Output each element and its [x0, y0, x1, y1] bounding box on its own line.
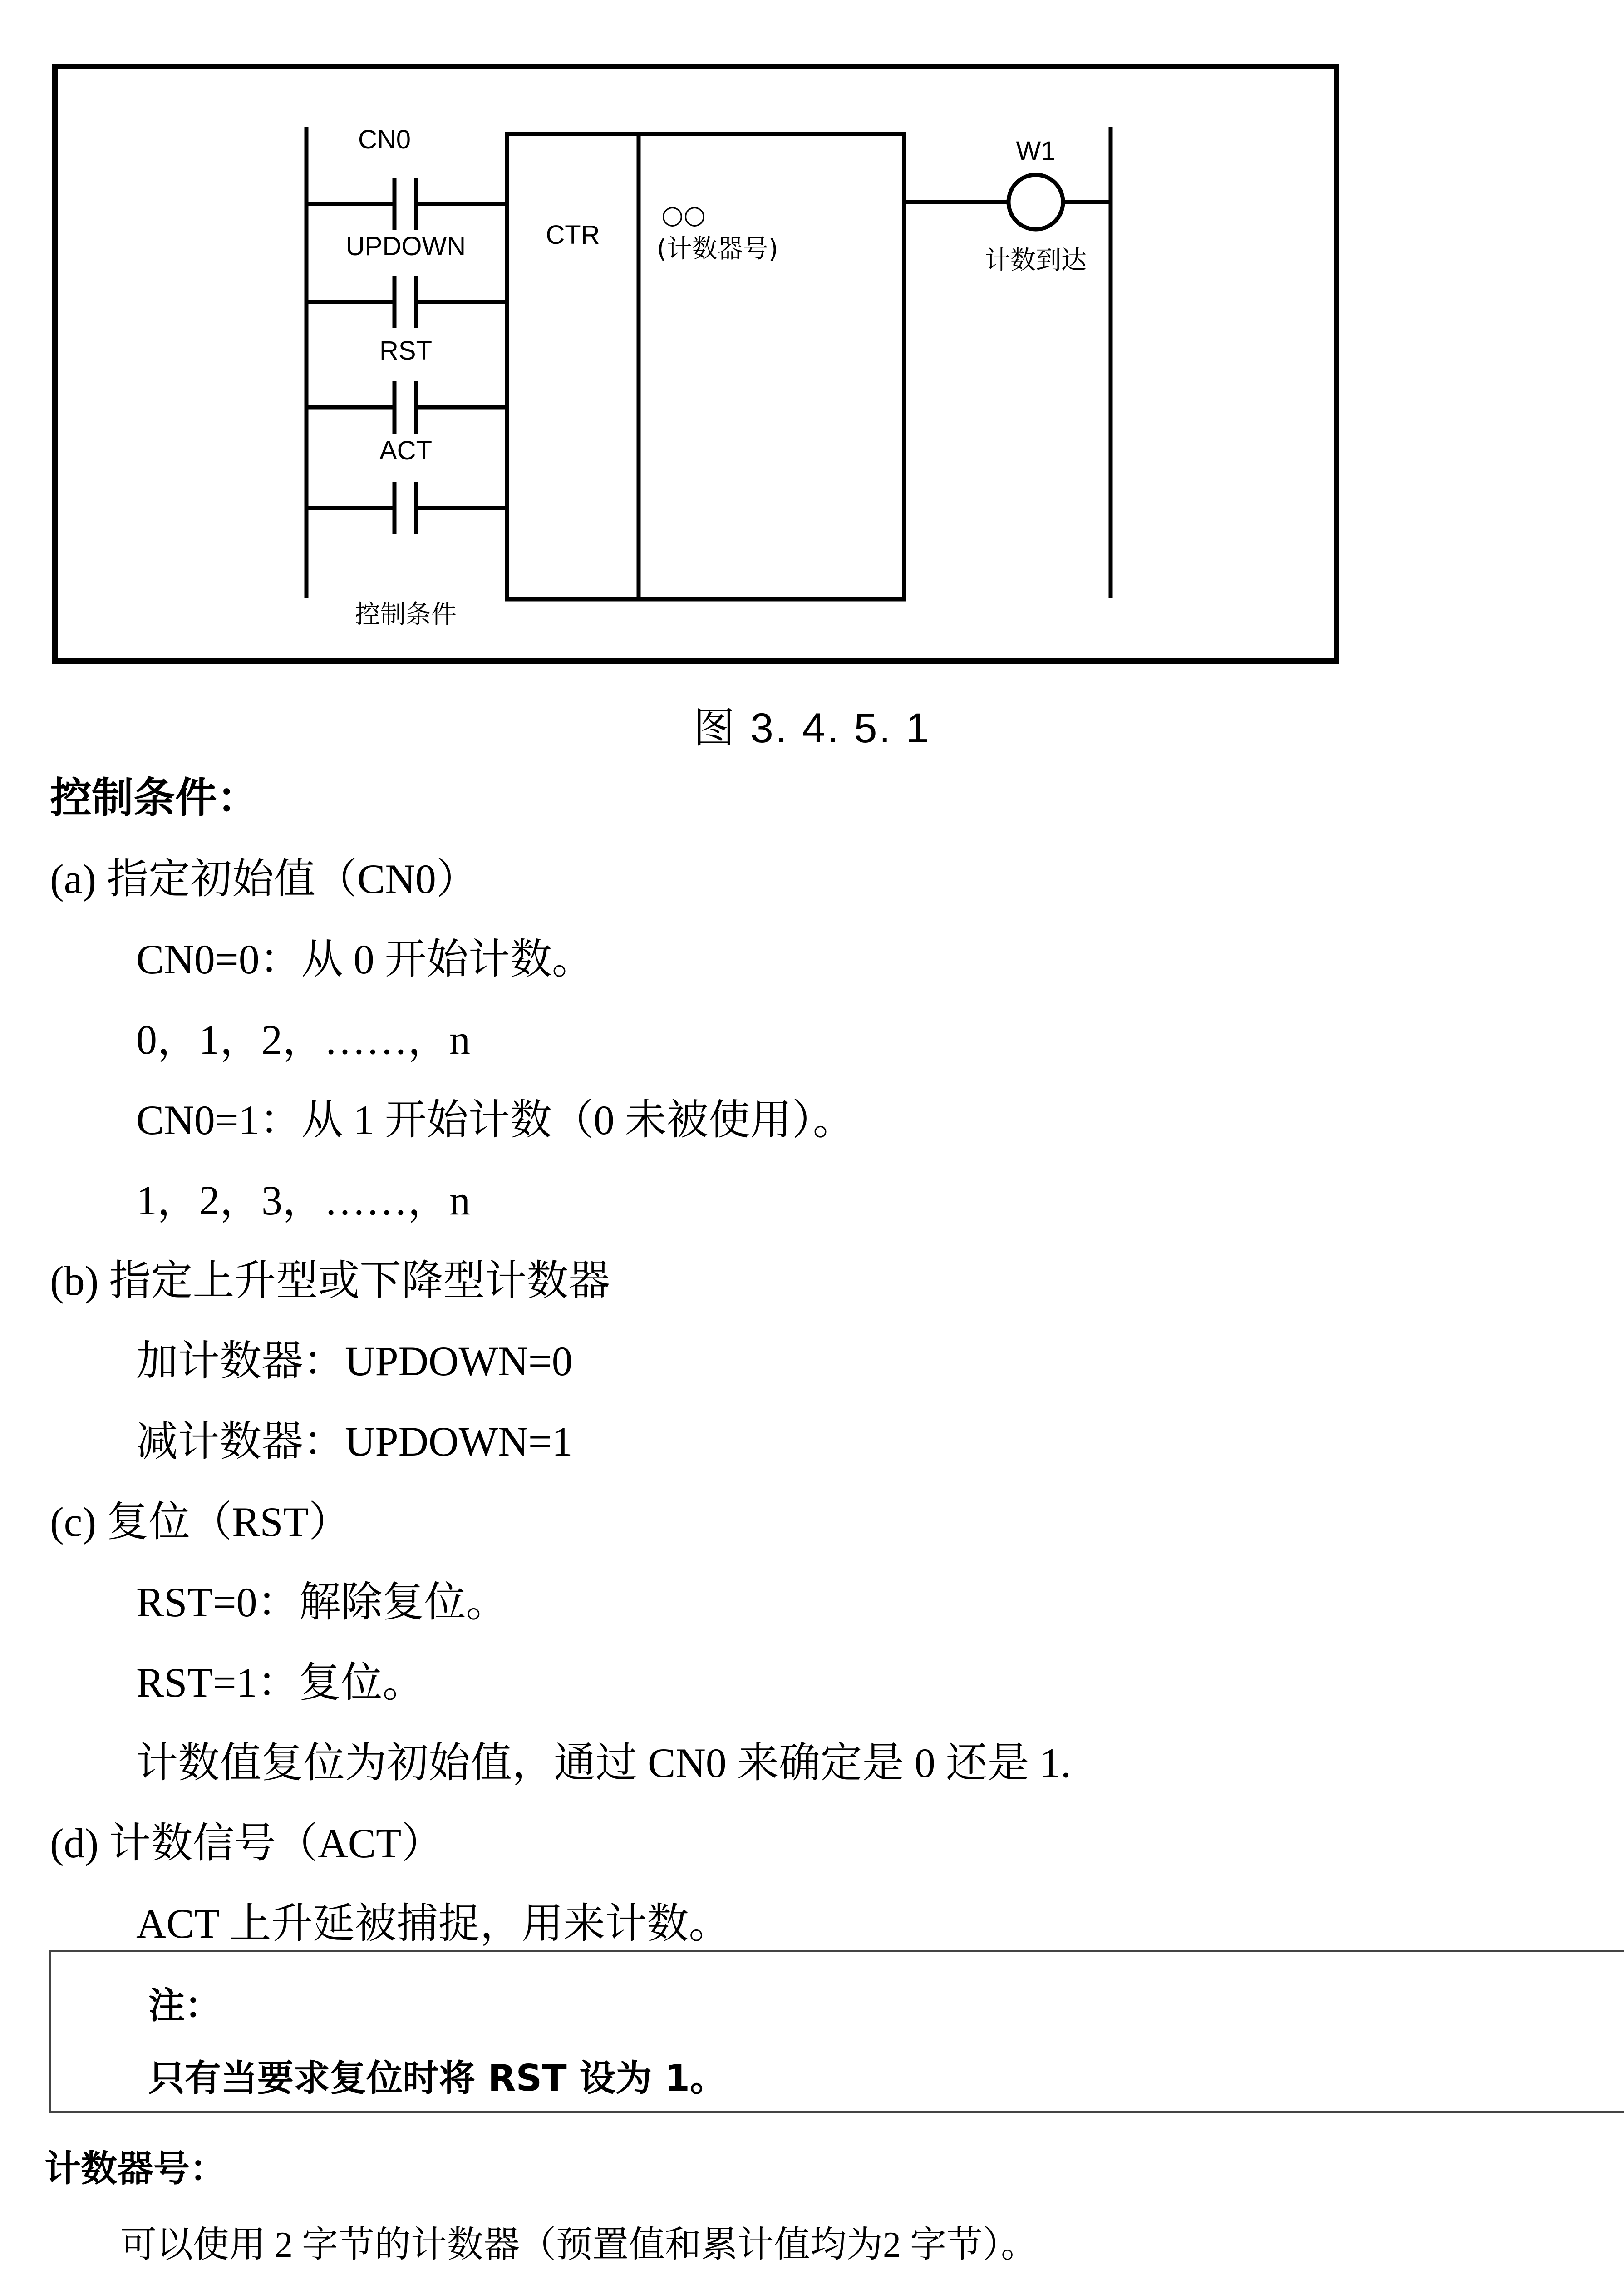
counter-heading: 计数器号：: [44, 2147, 226, 2190]
label-cn0: CN0: [358, 125, 411, 154]
note-title: 注：: [148, 1984, 221, 2027]
section-a-line: CN0=0：从 0 开始计数。: [136, 936, 594, 982]
contact-updown: [306, 276, 507, 328]
contact-cn0: [306, 178, 507, 230]
coil-w1: [1009, 175, 1063, 229]
label-updown: UPDOWN: [345, 232, 466, 261]
control-heading: 控制条件：: [50, 774, 259, 822]
section-b-title: (b) 指定上升型或下降型计数器: [50, 1258, 610, 1304]
ladder-svg: [58, 69, 1344, 669]
section-b-line: 减计数器：UPDOWN=1: [136, 1418, 573, 1465]
figure-caption: 图 3. 4. 5. 1: [693, 705, 931, 751]
section-d-line: ACT 上升延被捕捉，用来计数。: [136, 1900, 731, 1947]
function-block-ctr: [507, 134, 639, 599]
contact-rst: [306, 381, 507, 434]
contact-act: [306, 482, 507, 534]
label-w1: W1: [1016, 136, 1056, 166]
section-c-title: (c) 复位（RST）: [50, 1499, 350, 1545]
note-text: 只有当要求复位时将 RST 设为 1。: [148, 2057, 727, 2099]
section-c-line: RST=1：复位。: [136, 1659, 424, 1706]
section-a-title: (a) 指定初始值（CN0）: [50, 856, 478, 902]
section-d-title: (d) 计数信号（ACT）: [50, 1820, 443, 1866]
label-ctr: CTR: [546, 220, 600, 250]
section-c-line: RST=0：解除复位。: [136, 1579, 508, 1625]
section-a-line: CN0=1：从 1 开始计数（0 未被使用）。: [136, 1097, 855, 1143]
label-control-conditions: 控制条件: [355, 600, 457, 629]
section-c-line: 计数值复位为初始值，通过 CN0 来确定是 0 还是 1.: [136, 1740, 1071, 1786]
section-a-line: 0，1，2，……，n: [136, 1017, 470, 1063]
note-box: [49, 1950, 1624, 2113]
section-a-line: 1，2，3，……，n: [136, 1177, 470, 1224]
label-act: ACT: [379, 436, 432, 465]
label-param-symbol: ○○: [661, 200, 706, 230]
label-rst: RST: [379, 336, 432, 365]
label-counter-number: (计数器号): [657, 234, 778, 264]
counter-line: 可以使用 2 字节的计数器（预置值和累计值均为2 字节）。: [120, 2225, 1037, 2265]
ladder-diagram: [52, 64, 1339, 664]
label-count-reached: 计数到达: [985, 246, 1087, 275]
section-b-line: 加计数器：UPDOWN=0: [136, 1338, 573, 1384]
